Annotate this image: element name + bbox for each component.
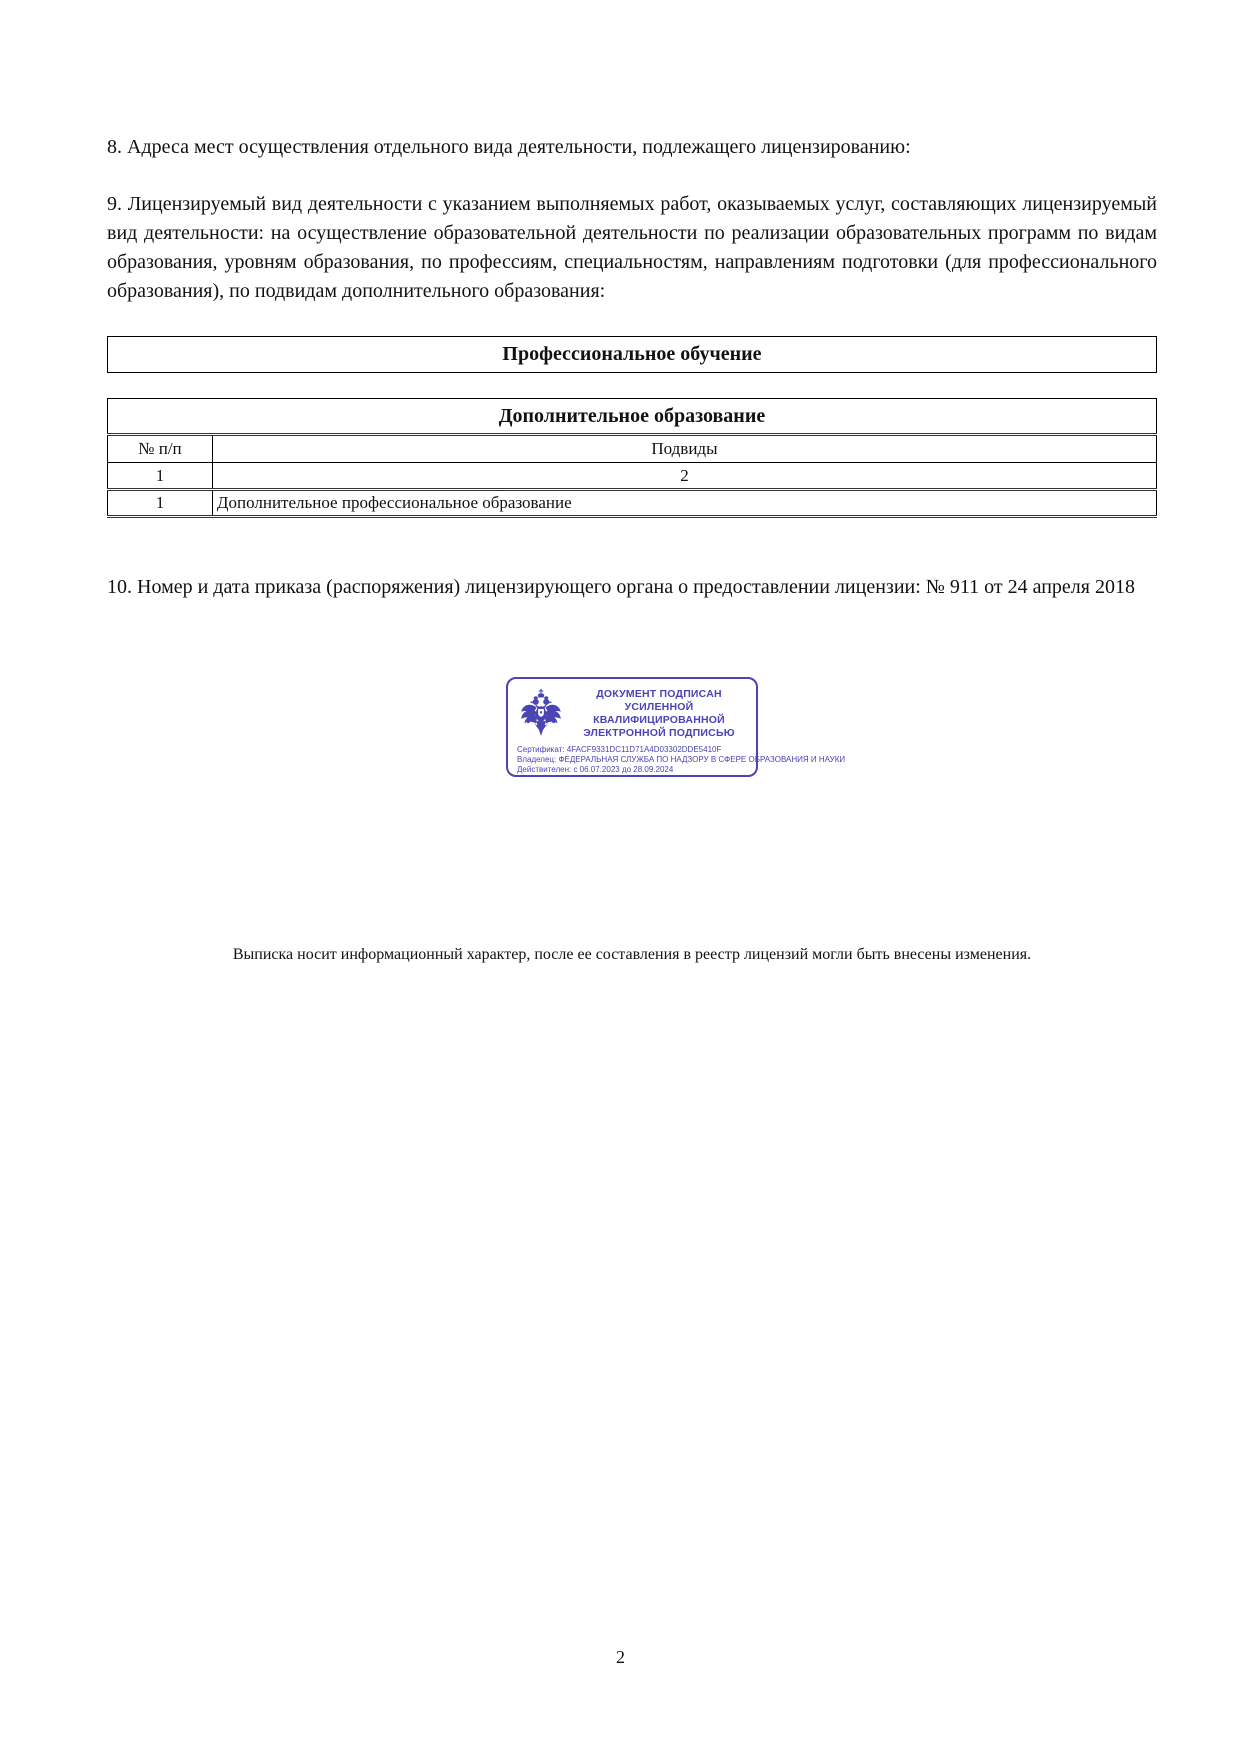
- table-header-row: [108, 435, 1157, 463]
- paragraph-9-licensed-activity: 9. Лицензируемый вид деятельности с указанием выполняемых работ, оказываемых услуг, составляющих лицензируемый вид деятельности: на осуществление образовательной деятельности по реализации образовательных программ по видам образования, уровням образования, по профессиям, специальностям, направлениям подготовки (для профессионального образования), по подвидам дополнительного образования:: [107, 193, 1157, 302]
- paragraph-8-addresses: 8. Адреса мест осуществления отдельного вида деятельности, подлежащего лицензированию:: [107, 136, 911, 158]
- page-number: 2: [616, 1647, 625, 1667]
- stamp-title: [571, 688, 747, 740]
- stamp-title-line3: ЭЛЕКТРОННОЙ ПОДПИСЬЮ: [583, 727, 735, 739]
- stamp-certificate: Сертификат: 4FACF9331DC11D71A4D03302DDE5410F: [517, 745, 722, 754]
- stamp-title-line1: ДОКУМЕНТ ПОДПИСАН: [596, 688, 722, 700]
- column-header-subtypes: Подвиды: [212, 435, 1156, 463]
- informational-note: Выписка носит информационный характер, после ее составления в реестр лицензий могли быть внесены изменения.: [232, 946, 1032, 963]
- cell-subtype: Дополнительное профессиональное образование: [212, 490, 1156, 517]
- cell-row-number: 1: [108, 463, 213, 490]
- cell-row-number: 1: [108, 490, 213, 517]
- stamp-top-row: [517, 686, 747, 742]
- column-header-number: № п/п: [108, 435, 213, 463]
- stamp-details: [517, 745, 846, 775]
- table-row: [108, 399, 1157, 435]
- stamp-owner: Владелец: ФЕДЕРАЛЬНАЯ СЛУЖБА ПО НАДЗОРУ В СФЕРЕ ОБРАЗОВАНИЯ И НАУКИ: [517, 755, 846, 764]
- table-additional-education: [107, 398, 1157, 518]
- stamp-title-line2: УСИЛЕННОЙ КВАЛИФИЦИРОВАННОЙ: [593, 701, 725, 726]
- professional-training-title: Профессиональное обучение: [502, 343, 762, 365]
- table-row: [108, 463, 1157, 490]
- table-row: [108, 337, 1157, 373]
- table-professional-training: [107, 336, 1157, 373]
- cell-subtype: 2: [212, 463, 1156, 490]
- stamp-validity: Действителен: с 06.07.2023 до 28.09.2024: [517, 765, 674, 774]
- additional-education-title: Дополнительное образование: [108, 399, 1157, 435]
- table-row: [108, 490, 1157, 517]
- paragraph-10-order-number: 10. Номер и дата приказа (распоряжения) лицензирующего органа о предоставлении лицензии: № 911 от 24 апреля 2018: [107, 576, 1135, 598]
- russia-coat-of-arms-icon: [517, 686, 565, 742]
- signature-stamp: [506, 677, 846, 777]
